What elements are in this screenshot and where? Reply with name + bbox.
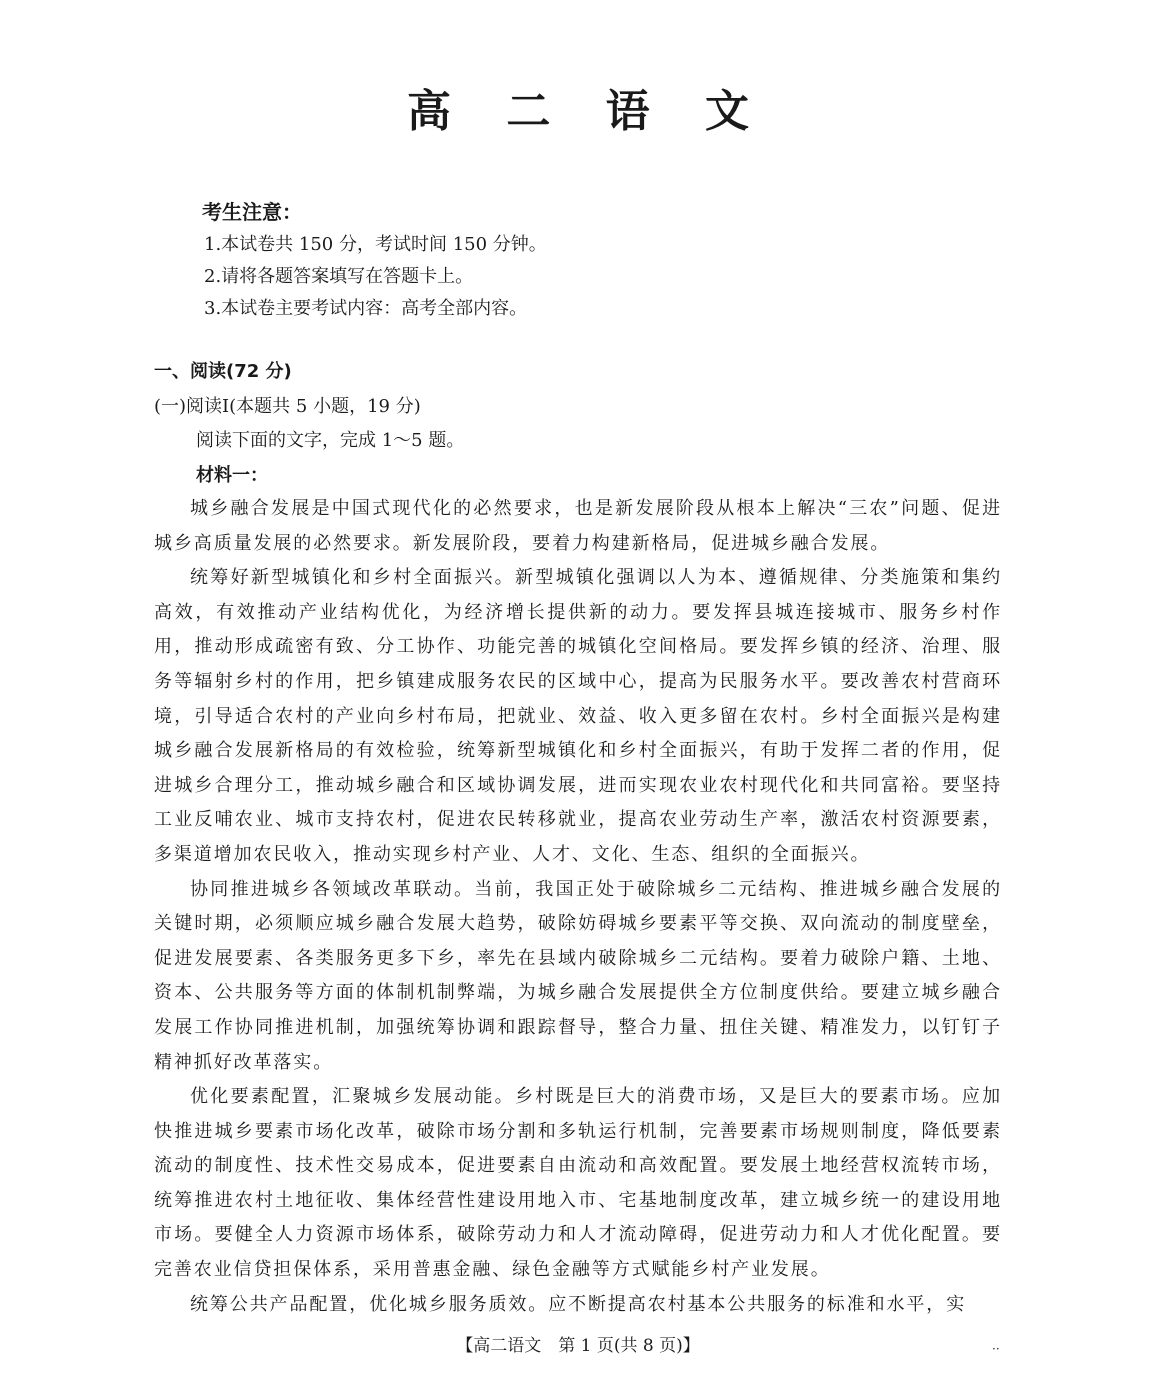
page-title: 高 二 语 文	[407, 86, 769, 137]
paragraph: 统筹好新型城镇化和乡村全面振兴。新型城镇化强调以人为本、遵循规律、分类施策和集约高效，有效推动产业结构优化，为经济增长提供新的动力。要发挥县城连接城市、服务乡村作用，推动形成疏密有致、分工协作、功能完善的城镇化空间格局。要发挥乡镇的经济、治理、服务等辐射乡村的作用，把乡镇建成服务农民的区域中心，提高为民服务水平。要改善农村营商环境，引导适合农村的产业向乡村布局，把就业、效益、收入更多留在农村。乡村全面振兴是构建城乡融合发展新格局的有效检验，统筹新型城镇化和乡村全面振兴，有助于发挥二者的作用，促进城乡合理分工，推动城乡融合和区域协调发展，进而实现农业农村现代化和共同富裕。要坚持工业反哺农业、城市支持农村，促进农民转移就业，提高农业劳动生产率，激活农村资源要素，多渠道增加农民收入，推动实现乡村产业、人才、文化、生态、组织的全面振兴。	[154, 567, 1002, 865]
reading-instruction: 阅读下面的文字，完成 1～5 题。	[196, 430, 465, 451]
section-heading: 一、阅读(72 分)	[154, 361, 292, 382]
corner-mark: ··	[992, 1342, 1000, 1356]
paragraph: 优化要素配置，汇聚城乡发展动能。乡村既是巨大的消费市场，又是巨大的要素市场。应加快推进城乡要素市场化改革，破除市场分割和多轨运行机制，完善要素市场规则制度，降低要素流动的制度性、技术性交易成本，促进要素自由流动和高效配置。要发展土地经营权流转市场，统筹推进农村土地征收、集体经营性建设用地入市、宅基地制度改革，建立城乡统一的建设用地市场。要健全人力资源市场体系，破除劳动力和人才流动障碍，促进劳动力和人才优化配置。要完善农业信贷担保体系，采用普惠金融、绿色金融等方式赋能乡村产业发展。	[154, 1086, 1002, 1281]
material-label: 材料一：	[196, 465, 268, 486]
page-footer: 【高二语文 第 1 页(共 8 页)】	[456, 1336, 700, 1356]
paragraph: 统筹公共产品配置，优化城乡服务质效。应不断提高农村基本公共服务的标准和水平，实	[190, 1293, 967, 1315]
exam-notice	[202, 197, 1002, 325]
notice-item: 1.本试卷共 150 分，考试时间 150 分钟。	[204, 234, 547, 255]
notice-item: 2.请将各题答案填写在答题卡上。	[204, 266, 474, 287]
notice-item: 3.本试卷主要考试内容：高考全部内容。	[204, 298, 528, 319]
paragraph: 协同推进城乡各领域改革联动。当前，我国正处于破除城乡二元结构、推进城乡融合发展的关键时期，必须顺应城乡融合发展大趋势，破除妨碍城乡要素平等交换、双向流动的制度壁垒，促进发展要素、各类服务更多下乡，率先在县域内破除城乡二元结构。要着力破除户籍、土地、资本、公共服务等方面的体制机制弊端，为城乡融合发展提供全方位制度供给。要建立城乡融合发展工作协同推进机制，加强统筹协调和跟踪督导，整合力量、扭住关键、精准发力，以钉钉子精神抓好改革落实。	[154, 878, 1002, 1073]
subsection-heading: (一)阅读Ⅰ(本题共 5 小题，19 分)	[154, 396, 421, 417]
paragraph: 城乡融合发展是中国式现代化的必然要求，也是新发展阶段从根本上解决“三农”问题、促进城乡高质量发展的必然要求。新发展阶段，要着力构建新格局，促进城乡融合发展。	[154, 498, 1002, 554]
notice-heading: 考生注意：	[202, 200, 302, 224]
material-body	[154, 492, 1002, 1322]
